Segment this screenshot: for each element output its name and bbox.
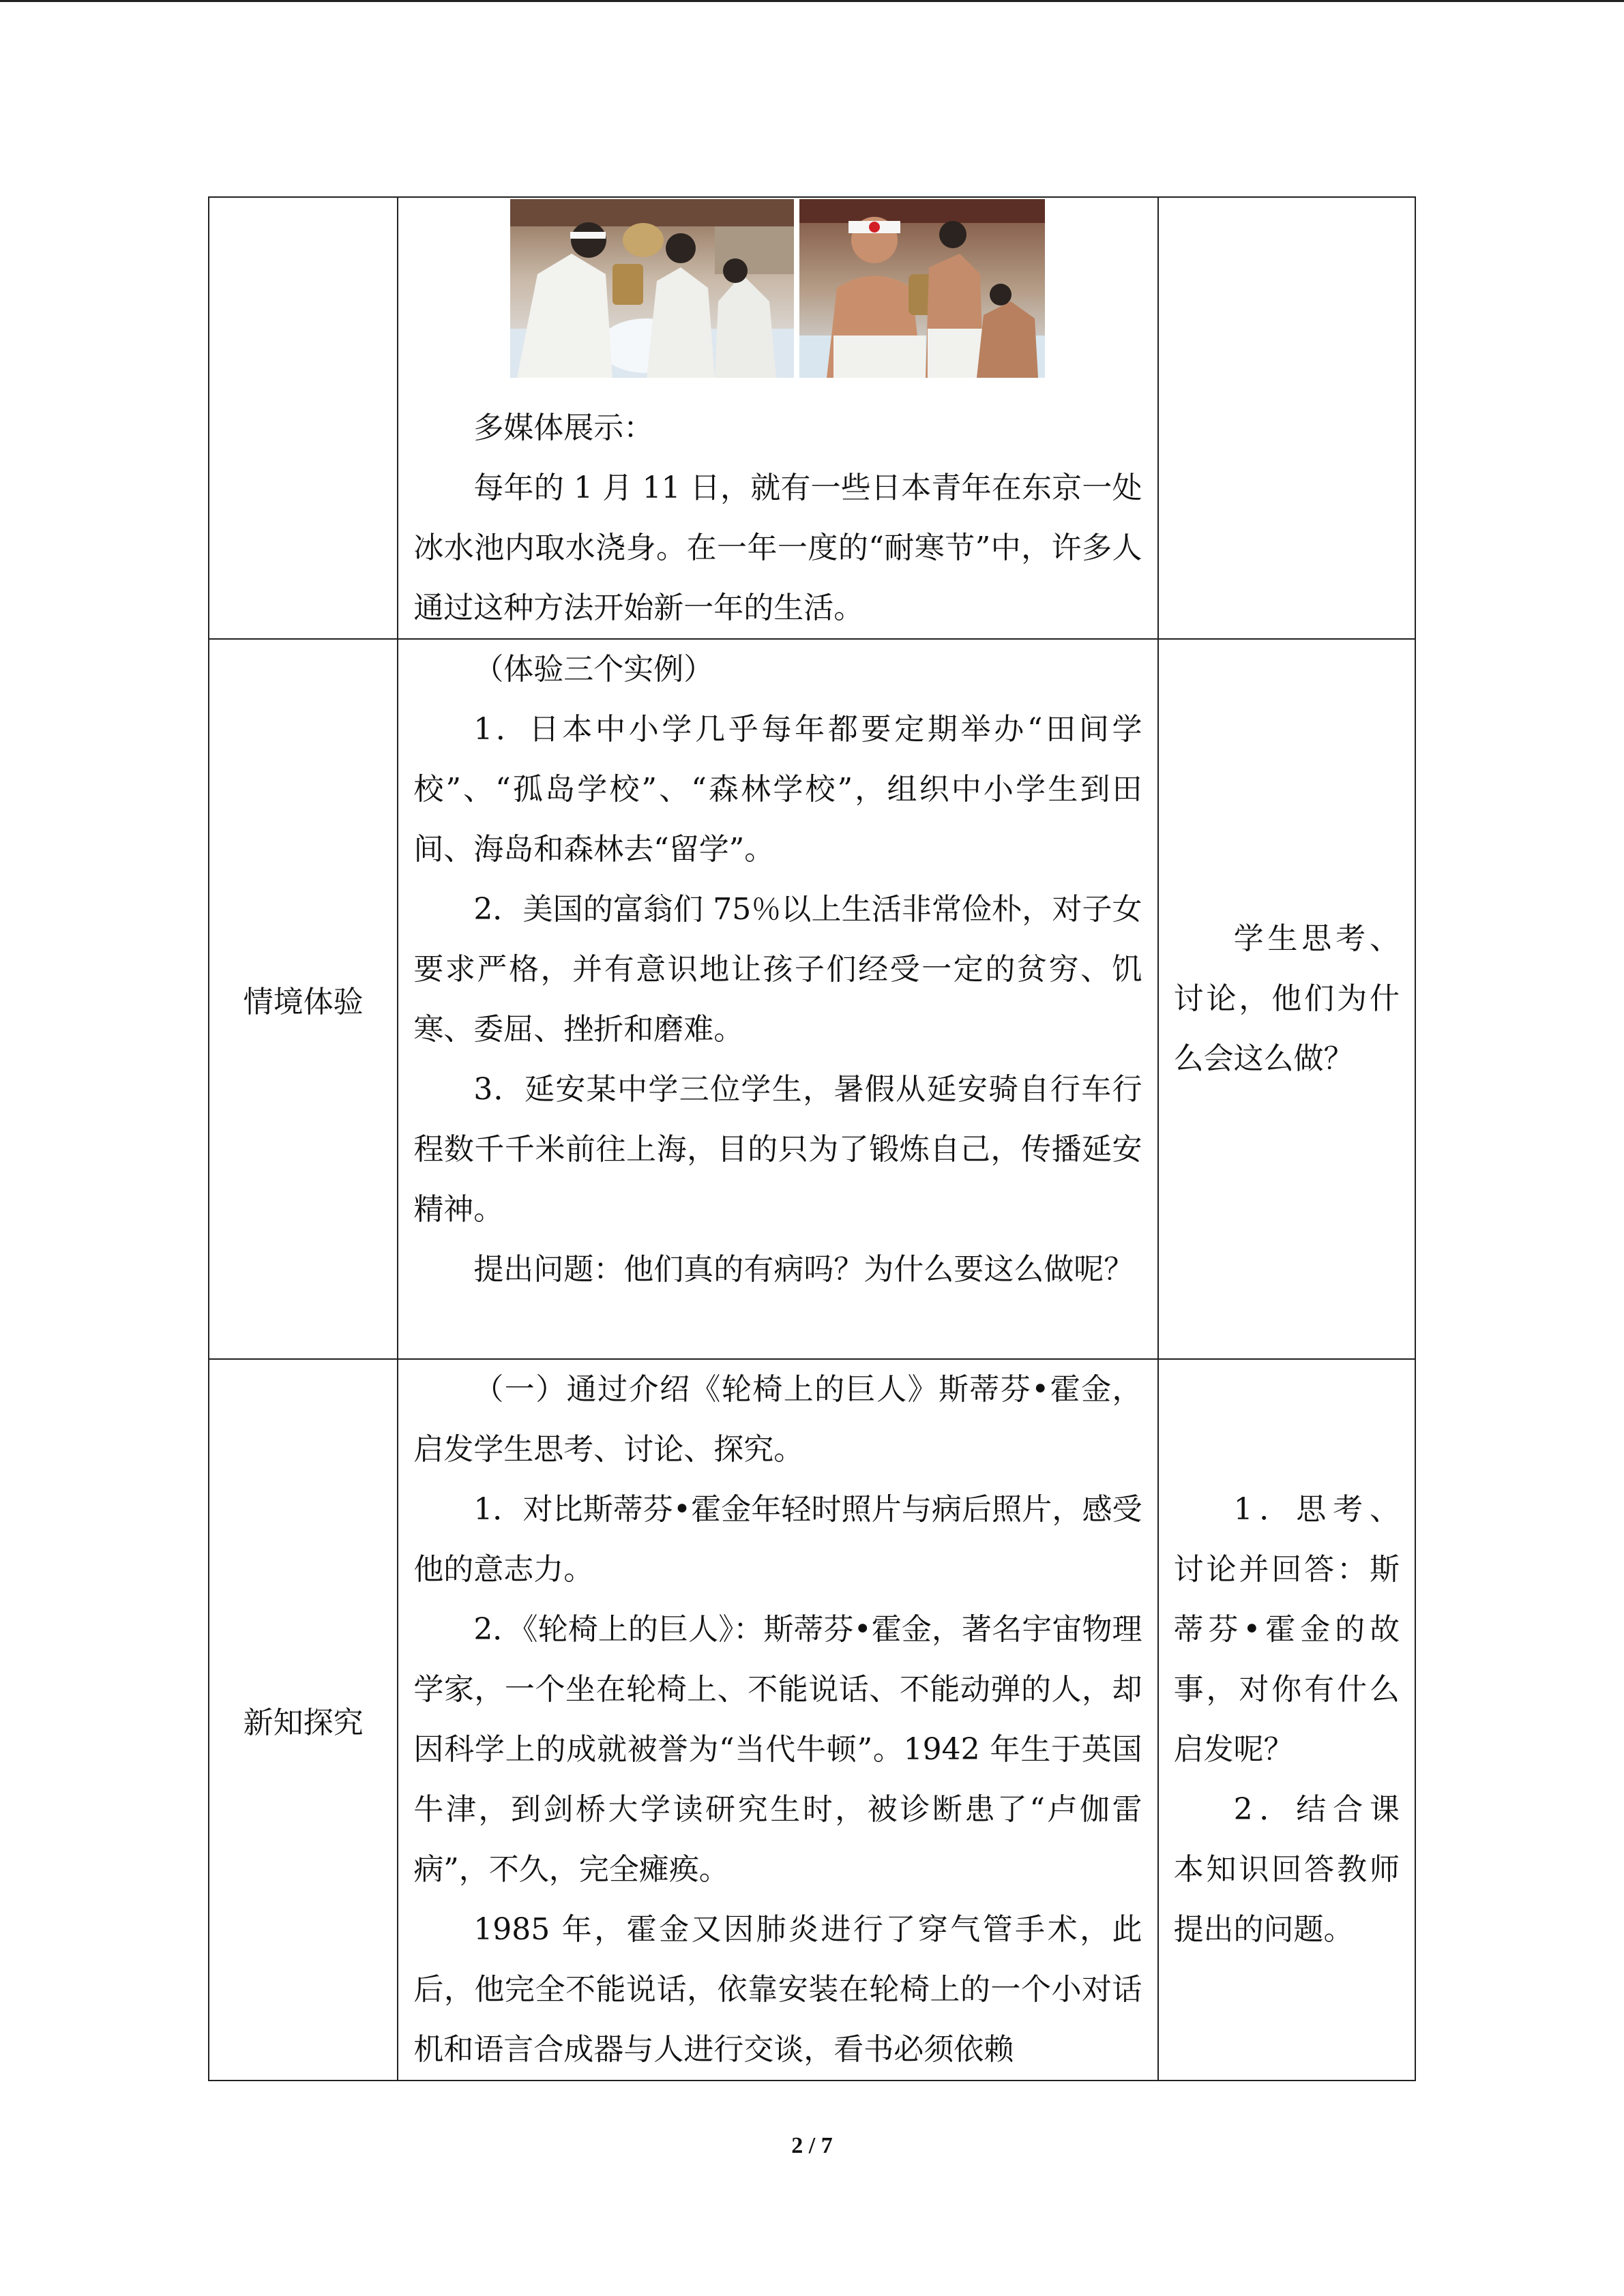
activity-paragraph: 2．结合课本知识回答教师提出的问题。 <box>1173 1792 1400 1947</box>
content-cell <box>398 1359 1157 2081</box>
ice-water-photo-right <box>799 199 1045 378</box>
content-paragraph: （一）通过介绍《轮椅上的巨人》斯蒂芬•霍金，启发学生思考、讨论、探究。 <box>413 1372 1142 1467</box>
stage-cell: 情境体验 <box>209 639 398 1359</box>
activity-cell <box>1158 1359 1415 2081</box>
content-paragraph: 每年的 1 月 11 日，就有一些日本青年在东京一处冰水池内取水浇身。在一年一度的“耐寒节”中，许多人通过这种方法开始新一年的生活。 <box>413 471 1142 625</box>
activity-cell <box>1158 639 1415 1359</box>
photo-strip <box>398 198 1157 379</box>
stage-cell: 新知探究 <box>209 1359 398 2081</box>
stage-cell <box>209 197 398 639</box>
content-paragraph: 多媒体展示： <box>473 411 654 445</box>
table-row <box>209 197 1415 639</box>
page-number: 2 / 7 <box>791 2133 833 2158</box>
top-border-line <box>0 0 1624 2</box>
content-paragraph: 提出问题：他们真的有病吗？为什么要这么做呢？ <box>473 1252 1134 1287</box>
table-row <box>209 1359 1415 2081</box>
content-cell <box>398 197 1157 639</box>
content-paragraph: 1．日本中小学几乎每年都要定期举办“田间学校”、“孤岛学校”、“森林学校”，组织中小学生到田间、海岛和森林去“留学”。 <box>413 712 1142 867</box>
activity-paragraph: 1．思考、讨论并回答：斯蒂芬•霍金的故事，对你有什么启发呢？ <box>1173 1492 1400 1767</box>
content-paragraph: 2．《轮椅上的巨人》：斯蒂芬•霍金，著名宇宙物理学家，一个坐在轮椅上、不能说话、不能动弹的人，却因科学上的成就被誉为“当代牛顿”。1942 年生于英国牛津，到剑桥大学读研究生时，被诊断患了“卢伽雷病”，不久，完全瘫痪。 <box>413 1612 1142 1887</box>
activity-cell <box>1158 197 1415 639</box>
content-paragraph: 1985 年，霍金又因肺炎进行了穿气管手术，此后，他完全不能说话，依靠安装在轮椅上的一个小对话机和语言合成器与人进行交谈，看书必须依赖 <box>413 1912 1142 2067</box>
content-paragraph: 2．美国的富翁们 75％以上生活非常俭朴，对子女要求严格，并有意识地让孩子们经受一定的贫穷、饥寒、委屈、挫折和磨难。 <box>413 892 1142 1047</box>
content-paragraph: 1．对比斯蒂芬•霍金年轻时照片与病后照片，感受他的意志力。 <box>413 1492 1142 1587</box>
activity-paragraph: 学生思考、讨论，他们为什么会这么做？ <box>1173 921 1400 1076</box>
content-cell <box>398 639 1157 1359</box>
content-paragraph: 3．延安某中学三位学生，暑假从延安骑自行车行程数千千米前往上海，目的只为了锻炼自己，传播延安精神。 <box>413 1072 1142 1227</box>
content-paragraph: （体验三个实例） <box>473 652 714 687</box>
lesson-plan-table <box>208 196 1416 2081</box>
table-row <box>209 639 1415 1359</box>
ice-water-photo-left <box>510 199 794 378</box>
